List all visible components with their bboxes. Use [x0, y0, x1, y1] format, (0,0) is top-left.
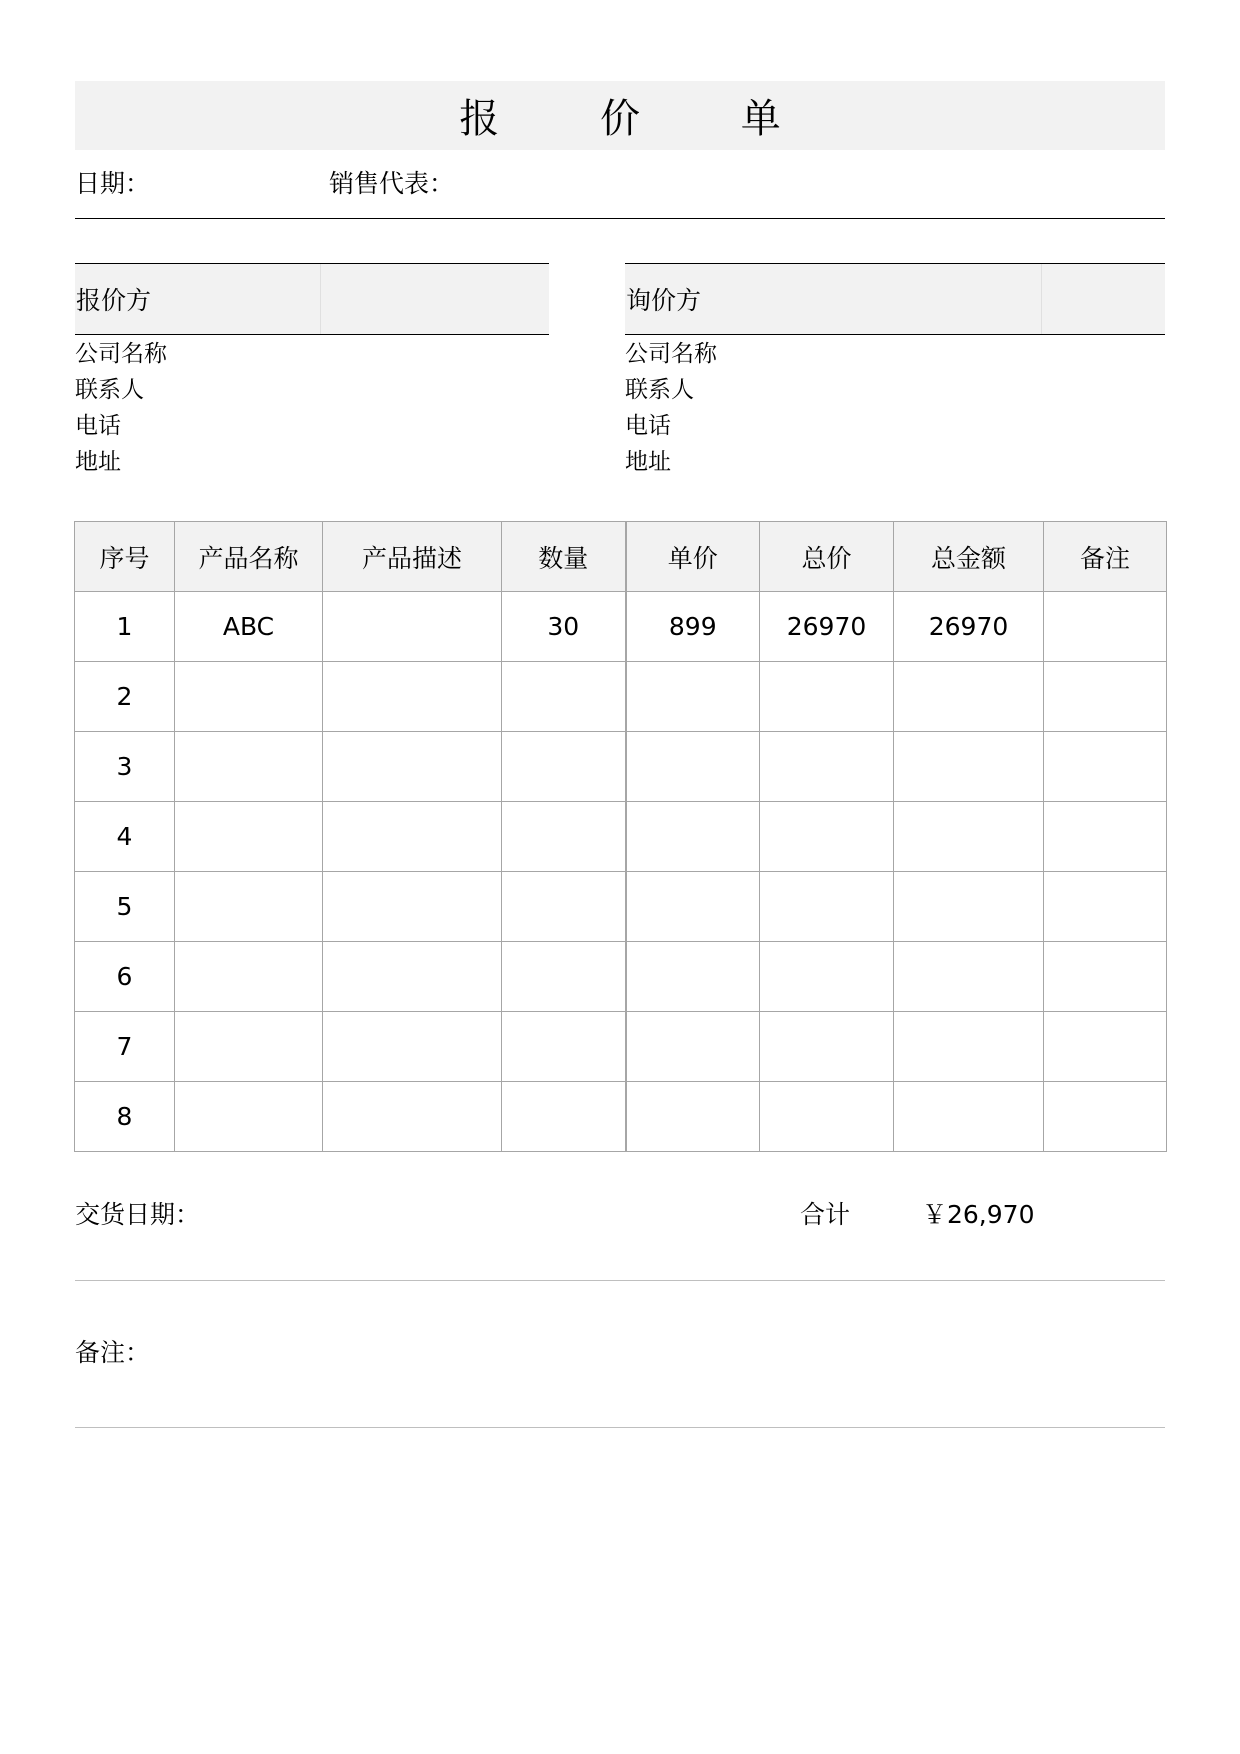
table-cell[interactable]: 3 [75, 732, 175, 802]
table-cell[interactable] [894, 942, 1044, 1012]
total-value: ￥26,970 [922, 1200, 1035, 1229]
quoter-heading-bar [75, 263, 549, 335]
quoter-field-phone: 电话 [75, 413, 121, 439]
quoter-heading-divider [320, 264, 321, 334]
inquirer-field-company: 公司名称 [625, 341, 717, 367]
table-cell[interactable] [175, 1082, 323, 1152]
total-label: 合计 [800, 1200, 851, 1229]
table-cell[interactable]: 8 [75, 1082, 175, 1152]
table-cell[interactable] [1044, 662, 1167, 732]
table-cell[interactable] [502, 1012, 626, 1082]
table-cell[interactable] [760, 1012, 894, 1082]
table-cell[interactable]: 6 [75, 942, 175, 1012]
table-cell[interactable]: 1 [75, 592, 175, 662]
remarks-label: 备注： [75, 1338, 151, 1367]
table-cell[interactable] [1044, 1012, 1167, 1082]
table-cell[interactable] [323, 592, 502, 662]
table-cell[interactable] [626, 802, 760, 872]
table-cell[interactable]: 26970 [760, 592, 894, 662]
table-cell[interactable] [175, 732, 323, 802]
col-header-product-name: 产品名称 [175, 522, 323, 592]
col-header-quantity: 数量 [502, 522, 626, 592]
table-cell[interactable] [175, 942, 323, 1012]
table-cell[interactable]: ABC [175, 592, 323, 662]
table-row [75, 802, 1167, 872]
table-cell[interactable] [323, 802, 502, 872]
table-cell[interactable] [626, 732, 760, 802]
table-cell[interactable] [626, 1012, 760, 1082]
table-cell[interactable] [502, 732, 626, 802]
table-cell[interactable] [626, 662, 760, 732]
table-cell[interactable] [502, 662, 626, 732]
table-cell[interactable] [1044, 592, 1167, 662]
quoter-field-contact: 联系人 [75, 377, 144, 403]
inquirer-heading-bar [625, 263, 1165, 335]
table-cell[interactable] [1044, 802, 1167, 872]
col-header-total-amount: 总金额 [894, 522, 1044, 592]
date-label: 日期： [75, 169, 151, 198]
table-cell[interactable] [1044, 872, 1167, 942]
table-cell[interactable]: 30 [502, 592, 626, 662]
table-row [75, 732, 1167, 802]
table-row [75, 592, 1167, 662]
table-cell[interactable] [760, 732, 894, 802]
table-header-row [75, 522, 1167, 592]
table-cell[interactable] [626, 872, 760, 942]
table-cell[interactable] [760, 872, 894, 942]
table-cell[interactable] [626, 942, 760, 1012]
table-cell[interactable]: 7 [75, 1012, 175, 1082]
table-cell[interactable] [1044, 732, 1167, 802]
col-header-index: 序号 [75, 522, 175, 592]
table-cell[interactable] [1044, 942, 1167, 1012]
col-header-product-desc: 产品描述 [323, 522, 502, 592]
table-cell[interactable]: 899 [626, 592, 760, 662]
quoter-field-address: 地址 [75, 449, 121, 475]
footer-divider [75, 1280, 1165, 1281]
table-cell[interactable] [502, 1082, 626, 1152]
delivery-date-label: 交货日期： [75, 1200, 201, 1229]
table-cell[interactable]: 2 [75, 662, 175, 732]
items-table [74, 521, 1167, 1152]
page-title: 报 价 单 [459, 96, 825, 142]
table-cell[interactable]: 4 [75, 802, 175, 872]
table-cell[interactable]: 26970 [894, 592, 1044, 662]
table-cell[interactable] [323, 732, 502, 802]
table-cell[interactable] [175, 1012, 323, 1082]
table-row [75, 942, 1167, 1012]
table-cell[interactable] [323, 662, 502, 732]
table-cell[interactable] [1044, 1082, 1167, 1152]
table-cell[interactable] [894, 872, 1044, 942]
table-cell[interactable] [175, 662, 323, 732]
table-row [75, 872, 1167, 942]
sales-rep-label: 销售代表： [329, 169, 455, 198]
title-bar [75, 81, 1165, 150]
table-cell[interactable] [175, 872, 323, 942]
table-cell[interactable] [760, 802, 894, 872]
table-cell[interactable] [323, 1082, 502, 1152]
table-cell[interactable] [894, 662, 1044, 732]
col-header-unit-price: 单价 [626, 522, 760, 592]
header-divider [75, 218, 1165, 219]
table-cell[interactable] [626, 1082, 760, 1152]
table-cell[interactable] [502, 802, 626, 872]
table-cell[interactable] [894, 732, 1044, 802]
inquirer-field-address: 地址 [625, 449, 671, 475]
table-cell[interactable] [760, 662, 894, 732]
inquirer-heading-divider [1041, 264, 1042, 334]
col-header-remarks: 备注 [1044, 522, 1167, 592]
table-cell[interactable]: 5 [75, 872, 175, 942]
inquirer-field-phone: 电话 [625, 413, 671, 439]
quoter-field-company: 公司名称 [75, 341, 167, 367]
table-cell[interactable] [894, 1012, 1044, 1082]
table-row [75, 1012, 1167, 1082]
table-cell[interactable] [760, 1082, 894, 1152]
table-cell[interactable] [323, 1012, 502, 1082]
inquirer-field-contact: 联系人 [625, 377, 694, 403]
table-cell[interactable] [894, 802, 1044, 872]
table-cell[interactable] [323, 942, 502, 1012]
table-cell[interactable] [760, 942, 894, 1012]
table-row [75, 1082, 1167, 1152]
table-cell[interactable] [502, 872, 626, 942]
table-cell[interactable] [323, 872, 502, 942]
col-header-total-price: 总价 [760, 522, 894, 592]
quoter-heading: 报价方 [76, 286, 152, 315]
table-row [75, 662, 1167, 732]
inquirer-heading: 询价方 [626, 286, 702, 315]
table-cell[interactable] [502, 942, 626, 1012]
table-cell[interactable] [894, 1082, 1044, 1152]
remarks-divider [75, 1427, 1165, 1428]
table-cell[interactable] [175, 802, 323, 872]
